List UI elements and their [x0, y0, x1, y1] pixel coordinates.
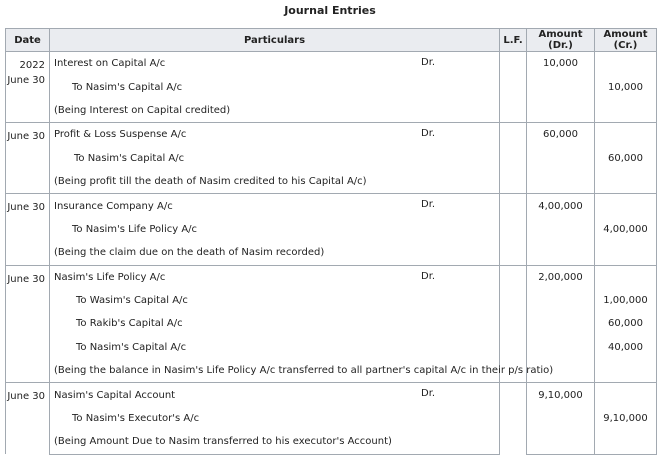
- credit-amount: 1,00,000: [595, 289, 657, 312]
- entry-date: [6, 194, 50, 265]
- table-row: [6, 407, 657, 430]
- table-row: [6, 52, 657, 76]
- credit-amount: 4,00,000: [595, 218, 657, 241]
- entry-year: 2022: [19, 60, 45, 71]
- dr-marker: Dr.: [421, 270, 436, 282]
- credit-amount: 60,000: [595, 312, 657, 335]
- debit-amount: [527, 218, 595, 241]
- debit-amount: [527, 430, 595, 454]
- credit-amount: 9,10,000: [595, 407, 657, 430]
- credit-amount: 60,000: [595, 147, 657, 170]
- credit-amount: [595, 123, 657, 147]
- particulars-cell: [50, 218, 500, 241]
- header-credit: Amount (Cr.): [595, 29, 657, 52]
- particulars-cell: [50, 289, 500, 312]
- table-row: [6, 265, 657, 289]
- table-row: [6, 430, 657, 454]
- credit-amount: [595, 99, 657, 123]
- table-row: [6, 383, 657, 407]
- particulars-text: To Nasim's Capital A/c: [72, 81, 183, 93]
- header-debit: Amount (Dr.): [527, 29, 595, 52]
- particulars-text: Nasim's Capital Account: [54, 389, 176, 401]
- debit-amount: 10,000: [527, 52, 595, 76]
- particulars-text: To Nasim's Life Policy A/c: [72, 223, 198, 235]
- credit-amount: [595, 359, 657, 383]
- credit-amount: 40,000: [595, 336, 657, 359]
- debit-amount: [527, 241, 595, 265]
- debit-amount: 2,00,000: [527, 265, 595, 289]
- narration-text: (Being the balance in Nasim's Life Policy A/c transferred to all partner's capital A/c in their p/s ratio): [54, 365, 554, 377]
- particulars-text: Profit & Loss Suspense A/c: [54, 129, 187, 141]
- lf-cell: [500, 52, 527, 123]
- debit-amount: [527, 289, 595, 312]
- debit-amount: [527, 147, 595, 170]
- credit-amount: [595, 241, 657, 265]
- dr-marker: Dr.: [421, 128, 436, 140]
- particulars-cell: [50, 407, 500, 430]
- header-lf: L.F.: [500, 29, 527, 52]
- entry-date: [6, 383, 50, 454]
- narration-cell: [50, 359, 554, 383]
- journal-title: Journal Entries: [284, 4, 376, 17]
- table-row: [6, 336, 657, 359]
- particulars-text: To Wasim's Capital A/c: [76, 295, 188, 307]
- entry-date-text: June 30: [7, 391, 45, 403]
- entry-date-text: June 30: [7, 131, 45, 143]
- entry-date-text: June 30: [7, 202, 45, 214]
- debit-amount: 60,000: [527, 123, 595, 147]
- entry-date-text: June 30: [7, 273, 45, 285]
- particulars-cell: [50, 75, 500, 98]
- header-date: Date: [6, 29, 50, 52]
- particulars-cell: [50, 194, 500, 218]
- particulars-cell: [50, 52, 500, 76]
- dr-marker: Dr.: [421, 57, 436, 68]
- entry-date: [6, 123, 50, 194]
- debit-amount: [527, 75, 595, 98]
- particulars-text: To Nasim's Executor's A/c: [72, 413, 200, 425]
- lf-cell: [500, 123, 527, 194]
- credit-amount: [595, 52, 657, 76]
- lf-cell: [500, 383, 527, 454]
- debit-amount: 9,10,000: [527, 383, 595, 407]
- debit-amount: [527, 407, 595, 430]
- dr-marker: Dr.: [421, 199, 436, 211]
- header-row: [6, 29, 657, 52]
- narration-text: (Being Amount Due to Nasim transferred to his executor's Account): [54, 436, 392, 448]
- credit-amount: [595, 265, 657, 289]
- entry-date: [6, 52, 50, 123]
- debit-amount: 4,00,000: [527, 194, 595, 218]
- particulars-text: To Rakib's Capital A/c: [76, 318, 183, 330]
- table-row: [6, 312, 657, 335]
- journal-table: [5, 28, 657, 455]
- table-row: [6, 289, 657, 312]
- particulars-text: To Nasim's Capital A/c: [74, 152, 185, 164]
- credit-amount: [595, 170, 657, 194]
- debit-amount: [527, 312, 595, 335]
- lf-cell: [500, 194, 527, 265]
- header-particulars: Particulars: [50, 29, 500, 52]
- table-row: [6, 241, 657, 265]
- particulars-cell: [50, 123, 500, 147]
- particulars-cell: [50, 265, 500, 289]
- narration-cell: [50, 99, 500, 123]
- table-row: [6, 123, 657, 147]
- particulars-cell: [50, 336, 500, 359]
- table-row: [6, 170, 657, 194]
- table-row: [6, 75, 657, 98]
- particulars-text: Insurance Company A/c: [54, 200, 173, 212]
- particulars-text: To Nasim's Capital A/c: [76, 341, 187, 353]
- credit-amount: [595, 194, 657, 218]
- narration-cell: [50, 430, 500, 454]
- particulars-cell: [50, 312, 500, 335]
- table-row: [6, 99, 657, 123]
- debit-amount: [527, 336, 595, 359]
- particulars-cell: [50, 147, 500, 170]
- particulars-text: Nasim's Life Policy A/c: [54, 271, 166, 283]
- table-row: [6, 359, 657, 383]
- credit-amount: [595, 383, 657, 407]
- narration-text: (Being profit till the death of Nasim credited to his Capital A/c): [54, 176, 367, 188]
- table-row: [6, 194, 657, 218]
- particulars-text: Interest on Capital A/c: [54, 58, 166, 70]
- entry-date: [6, 265, 50, 383]
- debit-amount: [527, 170, 595, 194]
- dr-marker: Dr.: [421, 388, 436, 400]
- table-row: [6, 147, 657, 170]
- narration-text: (Being Interest on Capital credited): [54, 104, 231, 116]
- table-row: [6, 218, 657, 241]
- particulars-cell: [50, 383, 500, 407]
- narration-text: (Being the claim due on the death of Nasim recorded): [54, 247, 325, 259]
- entry-date-text: June 30: [7, 75, 45, 86]
- credit-amount: 10,000: [595, 75, 657, 98]
- narration-cell: [50, 241, 500, 265]
- debit-amount: [527, 99, 595, 123]
- credit-amount: [595, 430, 657, 454]
- narration-cell: [50, 170, 500, 194]
